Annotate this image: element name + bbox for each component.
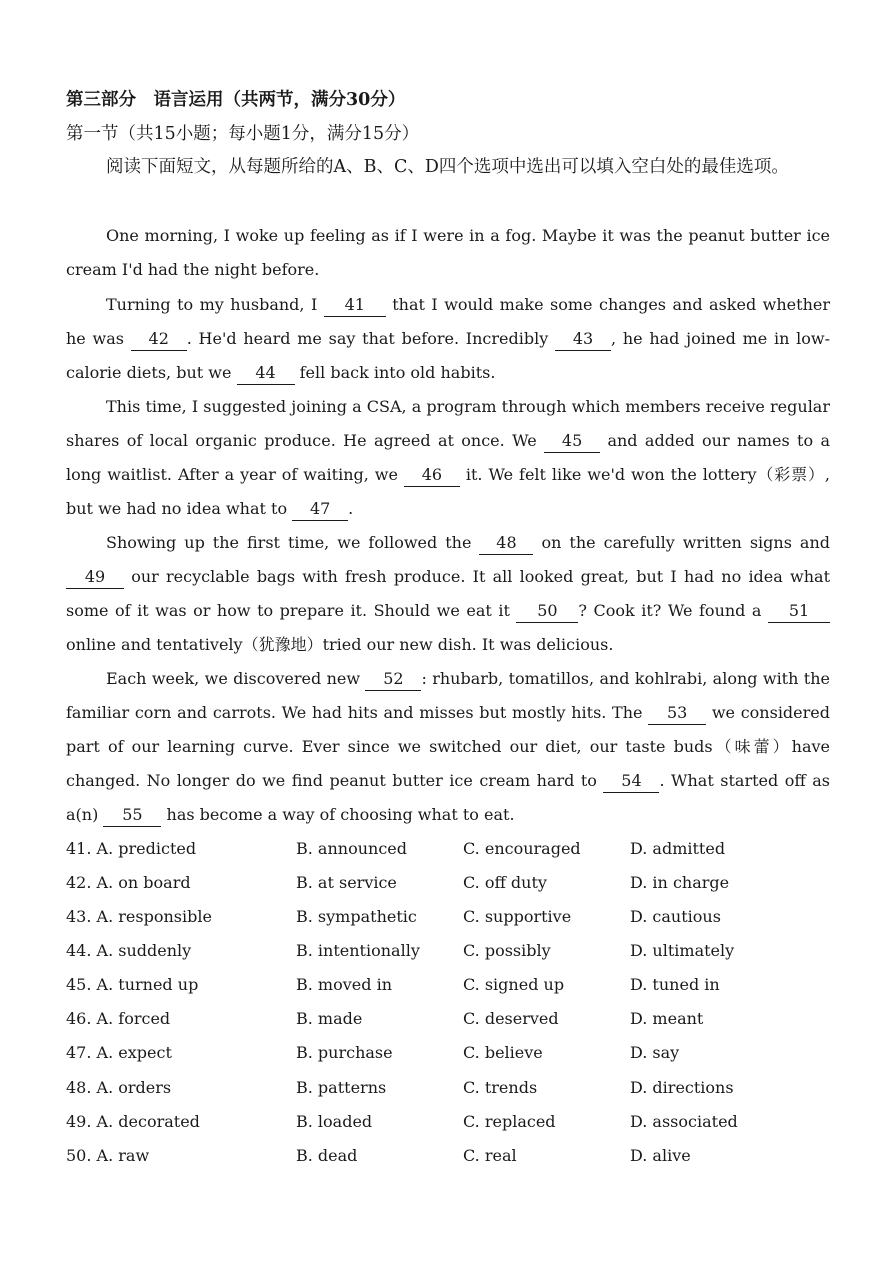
question-50-option-d: D. alive bbox=[630, 1146, 691, 1165]
question-50-option-a: 50. A. raw bbox=[66, 1146, 150, 1165]
question-48-option-c: C. trends bbox=[463, 1078, 538, 1097]
question-47-option-a: 47. A. expect bbox=[66, 1043, 172, 1062]
passage-paragraph-3: This time, I suggested joining a CSA, a program through which members receive regular shares of local organic produce. He agreed at once. We 45 and added our names to a long waitlist. After a year of waiting, we 46 it. We felt like we'd won the lottery（彩票）, but we had no idea what to 47 . bbox=[66, 390, 830, 526]
question-49 bbox=[66, 1105, 846, 1139]
blank-41: 41 bbox=[324, 294, 386, 317]
question-41-option-a: 41. A. predicted bbox=[66, 839, 197, 858]
question-45 bbox=[66, 968, 846, 1002]
question-50-option-b: B. dead bbox=[296, 1146, 358, 1165]
question-49-option-d: D. associated bbox=[630, 1112, 738, 1131]
blank-45: 45 bbox=[544, 430, 600, 453]
blank-50: 50 bbox=[516, 600, 578, 623]
blank-53: 53 bbox=[648, 702, 706, 725]
question-41-option-c: C. encouraged bbox=[463, 839, 581, 858]
question-44-option-c: C. possibly bbox=[463, 941, 551, 960]
question-49-option-b: B. loaded bbox=[296, 1112, 373, 1131]
question-48-option-d: D. directions bbox=[630, 1078, 734, 1097]
question-46-option-d: D. meant bbox=[630, 1009, 704, 1028]
question-46-option-b: B. made bbox=[296, 1009, 363, 1028]
passage-paragraph-2: Turning to my husband, I 41 that I would make some changes and asked whether he was 42 . He'd heard me say that before. Incredibly 43 , he had joined me in low-calorie diets, but we 44 fell back into old habits. bbox=[66, 288, 830, 390]
blank-55: 55 bbox=[103, 804, 161, 827]
question-42-option-b: B. at service bbox=[296, 873, 397, 892]
question-47 bbox=[66, 1036, 846, 1070]
question-45-option-a: 45. A. turned up bbox=[66, 975, 199, 994]
question-43-option-a: 43. A. responsible bbox=[66, 907, 212, 926]
question-45-option-d: D. tuned in bbox=[630, 975, 720, 994]
question-43-option-d: D. cautious bbox=[630, 907, 721, 926]
question-42 bbox=[66, 866, 846, 900]
blank-54: 54 bbox=[603, 770, 659, 793]
question-41-option-b: B. announced bbox=[296, 839, 407, 858]
question-50 bbox=[66, 1139, 846, 1173]
question-41 bbox=[66, 832, 846, 866]
question-42-option-a: 42. A. on board bbox=[66, 873, 191, 892]
question-47-option-d: D. say bbox=[630, 1043, 680, 1062]
question-42-option-c: C. off duty bbox=[463, 873, 547, 892]
question-48-option-b: B. patterns bbox=[296, 1078, 387, 1097]
question-48-option-a: 48. A. orders bbox=[66, 1078, 172, 1097]
question-44-option-d: D. ultimately bbox=[630, 941, 735, 960]
blank-49: 49 bbox=[66, 566, 124, 589]
question-43 bbox=[66, 900, 846, 934]
blank-44: 44 bbox=[237, 362, 295, 385]
question-44-option-b: B. intentionally bbox=[296, 941, 420, 960]
question-46-option-a: 46. A. forced bbox=[66, 1009, 171, 1028]
passage-paragraph-1: One morning, I woke up feeling as if I were in a fog. Maybe it was the peanut butter ice cream I'd had the night before. bbox=[66, 226, 830, 279]
question-45-option-c: C. signed up bbox=[463, 975, 565, 994]
question-46-option-c: C. deserved bbox=[463, 1009, 559, 1028]
question-44 bbox=[66, 934, 846, 968]
question-48 bbox=[66, 1071, 846, 1105]
question-50-option-c: C. real bbox=[463, 1146, 517, 1165]
question-46 bbox=[66, 1002, 846, 1036]
instruction-text: 阅读下面短文，从每题所给的A、B、C、D四个选项中选出可以填入空白处的最佳选项。 bbox=[106, 157, 789, 177]
question-49-option-a: 49. A. decorated bbox=[66, 1112, 200, 1131]
question-41-option-d: D. admitted bbox=[630, 839, 726, 858]
blank-43: 43 bbox=[555, 328, 611, 351]
question-49-option-c: C. replaced bbox=[463, 1112, 556, 1131]
blank-51: 51 bbox=[768, 600, 830, 623]
question-45-option-b: B. moved in bbox=[296, 975, 392, 994]
blank-47: 47 bbox=[292, 498, 348, 521]
section-subtitle: 第一节（共15小题；每小题1分，满分15分） bbox=[66, 124, 420, 144]
question-47-option-b: B. purchase bbox=[296, 1043, 393, 1062]
passage-paragraph-5: Each week, we discovered new 52 : rhubarb, tomatillos, and kohlrabi, along with the familiar corn and carrots. We had hits and misses but mostly hits. The 53 we considered part of our learning curve. Ever since we switched our diet, our taste buds（味蕾）have changed. No longer do we find peanut butter ice cream hard to 54 . What started off as a(n) 55 has become a way of choosing what to eat. bbox=[66, 662, 830, 832]
question-43-option-c: C. supportive bbox=[463, 907, 572, 926]
passage-paragraph-4: Showing up the first time, we followed the 48 on the carefully written signs and 49 our recyclable bags with fresh produce. It all looked great, but I had no idea what some of it was or how to prepare it. Should we eat it 50 ? Cook it? We found a 51 online and tentatively（犹豫地）tried our new dish. It was delicious. bbox=[66, 533, 831, 654]
blank-48: 48 bbox=[479, 532, 533, 555]
blank-42: 42 bbox=[131, 328, 187, 351]
question-44-option-a: 44. A. suddenly bbox=[66, 941, 192, 960]
question-43-option-b: B. sympathetic bbox=[296, 907, 417, 926]
question-42-option-d: D. in charge bbox=[630, 873, 730, 892]
question-47-option-c: C. believe bbox=[463, 1043, 543, 1062]
section-title: 第三部分 语言运用（共两节，满分30分） bbox=[66, 90, 406, 110]
blank-46: 46 bbox=[404, 464, 460, 487]
blank-52: 52 bbox=[365, 668, 421, 691]
